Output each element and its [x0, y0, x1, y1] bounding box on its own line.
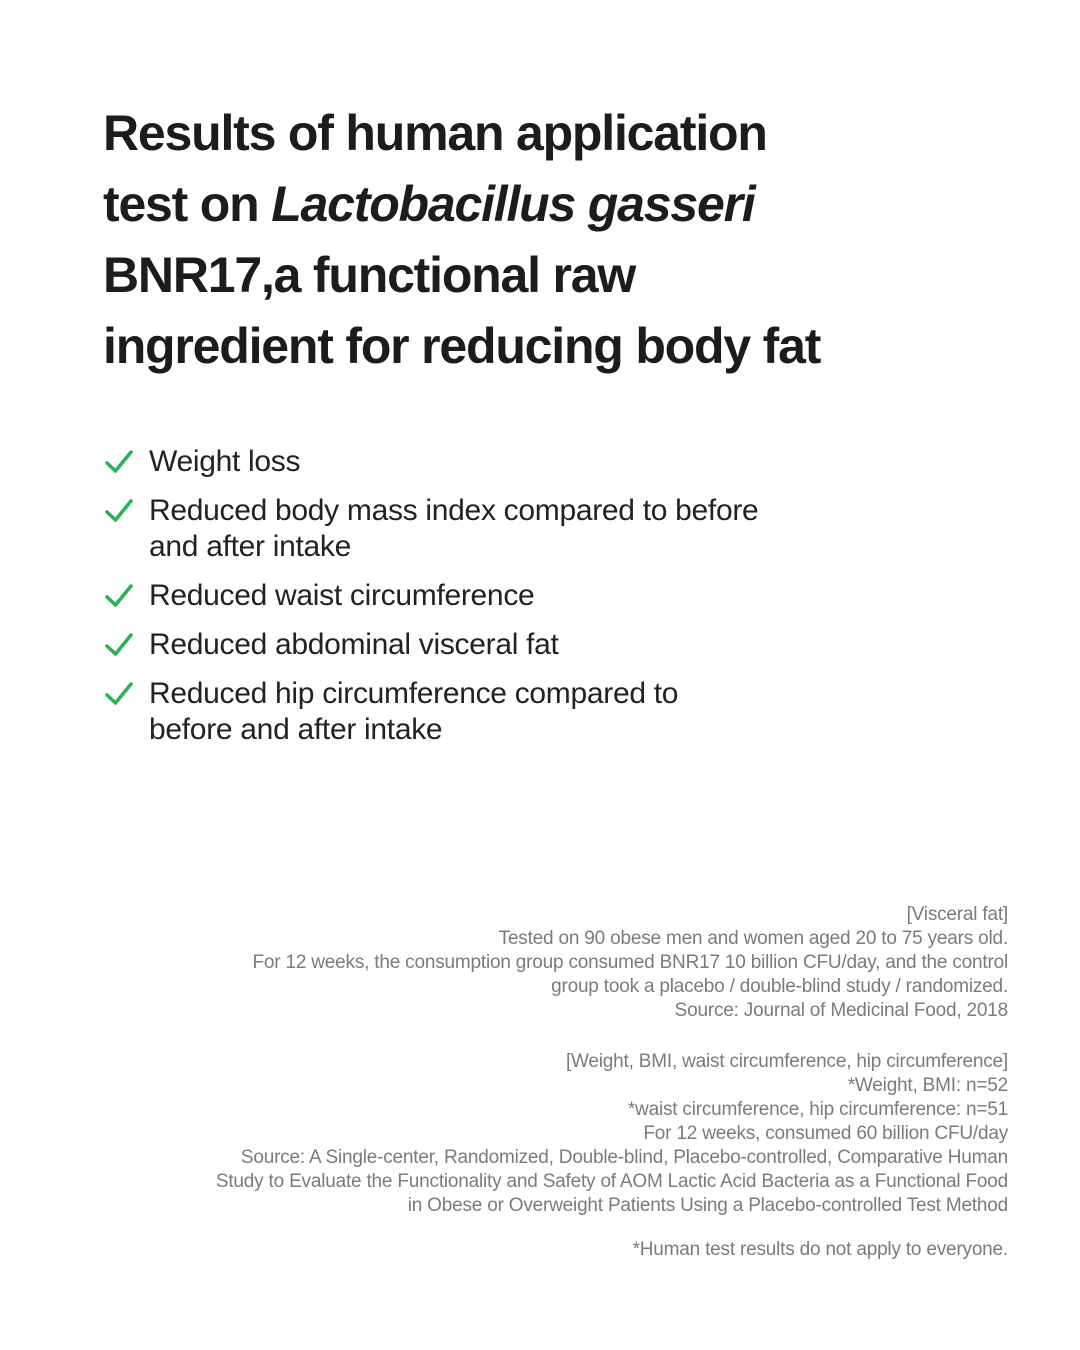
list-item-label	[149, 493, 758, 565]
text-line: Weight loss	[149, 445, 301, 478]
text-line: group took a placebo / double-blind study / randomized.	[551, 976, 1008, 997]
disclaimer-text: *Human test results do not apply to everyone.	[632, 1239, 1008, 1260]
title-line-1: Results of human application	[103, 105, 767, 161]
list-item	[103, 444, 923, 480]
check-icon	[103, 676, 135, 712]
text-line: Reduced abdominal visceral fat	[149, 628, 559, 661]
title-line-2-italic-species-name: Lactobacillus gasseri	[271, 176, 755, 232]
list-item-label	[149, 627, 559, 663]
check-icon	[103, 444, 135, 480]
text-line: Reduced waist circumference	[149, 579, 535, 612]
text-line: [Weight, BMI, waist circumference, hip circumference]	[565, 1051, 1008, 1072]
text-line: [Visceral fat]	[906, 904, 1008, 925]
check-icon	[103, 493, 135, 529]
page-title	[103, 98, 1003, 382]
title-line-2-normal: test on	[103, 176, 272, 232]
text-line: Source: A Single-center, Randomized, Double-blind, Placebo-controlled, Comparative Human	[240, 1147, 1008, 1168]
text-line: Tested on 90 obese men and women aged 20 to 75 years old.	[498, 928, 1008, 949]
list-item-label	[149, 578, 534, 614]
check-icon	[103, 627, 135, 663]
fineprint-visceral-fat-study	[98, 903, 1008, 1023]
list-item-label	[149, 444, 300, 480]
list-item	[103, 627, 923, 663]
fineprint-disclaimer	[98, 1238, 1008, 1262]
benefits-checklist	[103, 444, 923, 761]
text-line: Reduced hip circumference compared to	[149, 677, 679, 710]
fineprint-weight-bmi-study	[98, 1050, 1008, 1218]
text-line: Source: Journal of Medicinal Food, 2018	[674, 1000, 1008, 1021]
text-line: Study to Evaluate the Functionality and Safety of AOM Lactic Acid Bacteria as a Functional Food	[215, 1171, 1008, 1192]
text-line: *waist circumference, hip circumference: n=51	[627, 1099, 1008, 1120]
text-line: *Weight, BMI: n=52	[847, 1075, 1008, 1096]
text-line: For 12 weeks, the consumption group consumed BNR17 10 billion CFU/day, and the control	[252, 952, 1008, 973]
check-icon	[103, 578, 135, 614]
text-line: before and after intake	[149, 713, 443, 746]
text-line: in Obese or Overweight Patients Using a Placebo-controlled Test Method	[407, 1195, 1008, 1216]
text-line: Reduced body mass index compared to before	[149, 494, 759, 527]
list-item	[103, 578, 923, 614]
list-item	[103, 493, 923, 565]
text-line: For 12 weeks, consumed 60 billion CFU/day	[643, 1123, 1008, 1144]
title-line-4: ingredient for reducing body fat	[103, 318, 821, 374]
text-line: and after intake	[149, 530, 352, 563]
list-item-label	[149, 676, 678, 748]
title-line-3: BNR17,a functional raw	[103, 247, 636, 303]
list-item	[103, 676, 923, 748]
